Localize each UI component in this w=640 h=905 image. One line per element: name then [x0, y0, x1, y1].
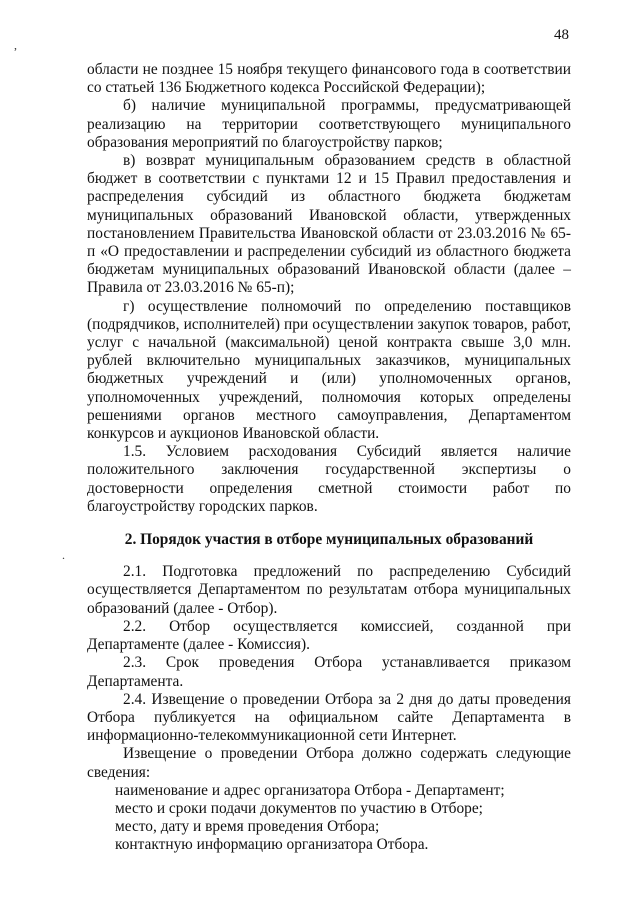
- list-item: место, дату и время проведения Отбора;: [115, 818, 380, 836]
- list-item: место и сроки подачи документов по участию в Отборе;: [115, 799, 483, 817]
- paragraph-deadline: области не позднее 15 ноября текущего финансового года в соответствии со статьей 136 Бюджетного кодекса Российской Федерации);: [87, 61, 571, 97]
- paragraph-1-5: 1.5. Условием расходования Субсидий является наличие положительного заключения государственной экспертизы о достоверности определения сметной стоимости работ по благоустройству городских парков.: [87, 443, 571, 515]
- paragraph-b: б) наличие муниципальной программы, предусматривающей реализацию на территории соответствующего муниципального образования мероприятий по благоустройству парков;: [87, 97, 571, 151]
- list-item: контактную информацию организатора Отбора.: [115, 836, 429, 854]
- paragraph-v: в) возврат муниципальным образованием средств в областной бюджет в соответствии с пунктами 12 и 15 Правил предоставления и распределения субсидий из областного бюджета бюджетам муниципальных образований Ивановской области, утвержденных постановлением Правительства Ивановской области от 23.03.2016 № 65-п «О предоставлении и распределении субсидий из областного бюджета бюджетам муниципальных образований Ивановской области (далее – Правила от 23.03.2016 № 65-п);: [87, 152, 571, 297]
- list-item: наименование и адрес организатора Отбора - Департамент;: [115, 781, 505, 799]
- section-heading: 2. Порядок участия в отборе муниципальных образований: [124, 531, 534, 549]
- paragraph-notice: Извещение о проведении Отбора должно содержать следующие сведения:: [87, 745, 571, 781]
- paragraph-2-2: 2.2. Отбор осуществляется комиссией, созданной при Департаменте (далее - Комиссия).: [87, 617, 571, 654]
- paragraph-2-4: 2.4. Извещение о проведении Отбора за 2 дня до даты проведения Отбора публикуется на официальном сайте Департамента в информационно-телекоммуникационной сети Интернет.: [87, 690, 571, 745]
- scan-mark: .: [62, 548, 65, 562]
- paragraph-g: г) осуществление полномочий по определению поставщиков (подрядчиков, исполнителей) при осуществлении закупок товаров, работ, услуг с начальной (максимальной) ценой контракта свыше 3,0 млн. рублей включительно муниципальных заказчиков, муниципальных бюджетных учреждений и (или) уполномоченных органов, уполномоченных учреждений, полномочия которых определены решениями органов местного самоуправления, Департаментом конкурсов и аукционов Ивановской области.: [87, 297, 571, 443]
- paragraph-2-3: 2.3. Срок проведения Отбора устанавливается приказом Департамента.: [87, 654, 571, 690]
- page-number: 48: [554, 27, 569, 43]
- scan-mark: ,: [14, 38, 17, 52]
- paragraph-2-1: 2.1. Подготовка предложений по распределению Субсидий осуществляется Департаментом по результатам отбора муниципальных образований (далее - Отбор).: [87, 563, 571, 617]
- document-body: [87, 61, 571, 855]
